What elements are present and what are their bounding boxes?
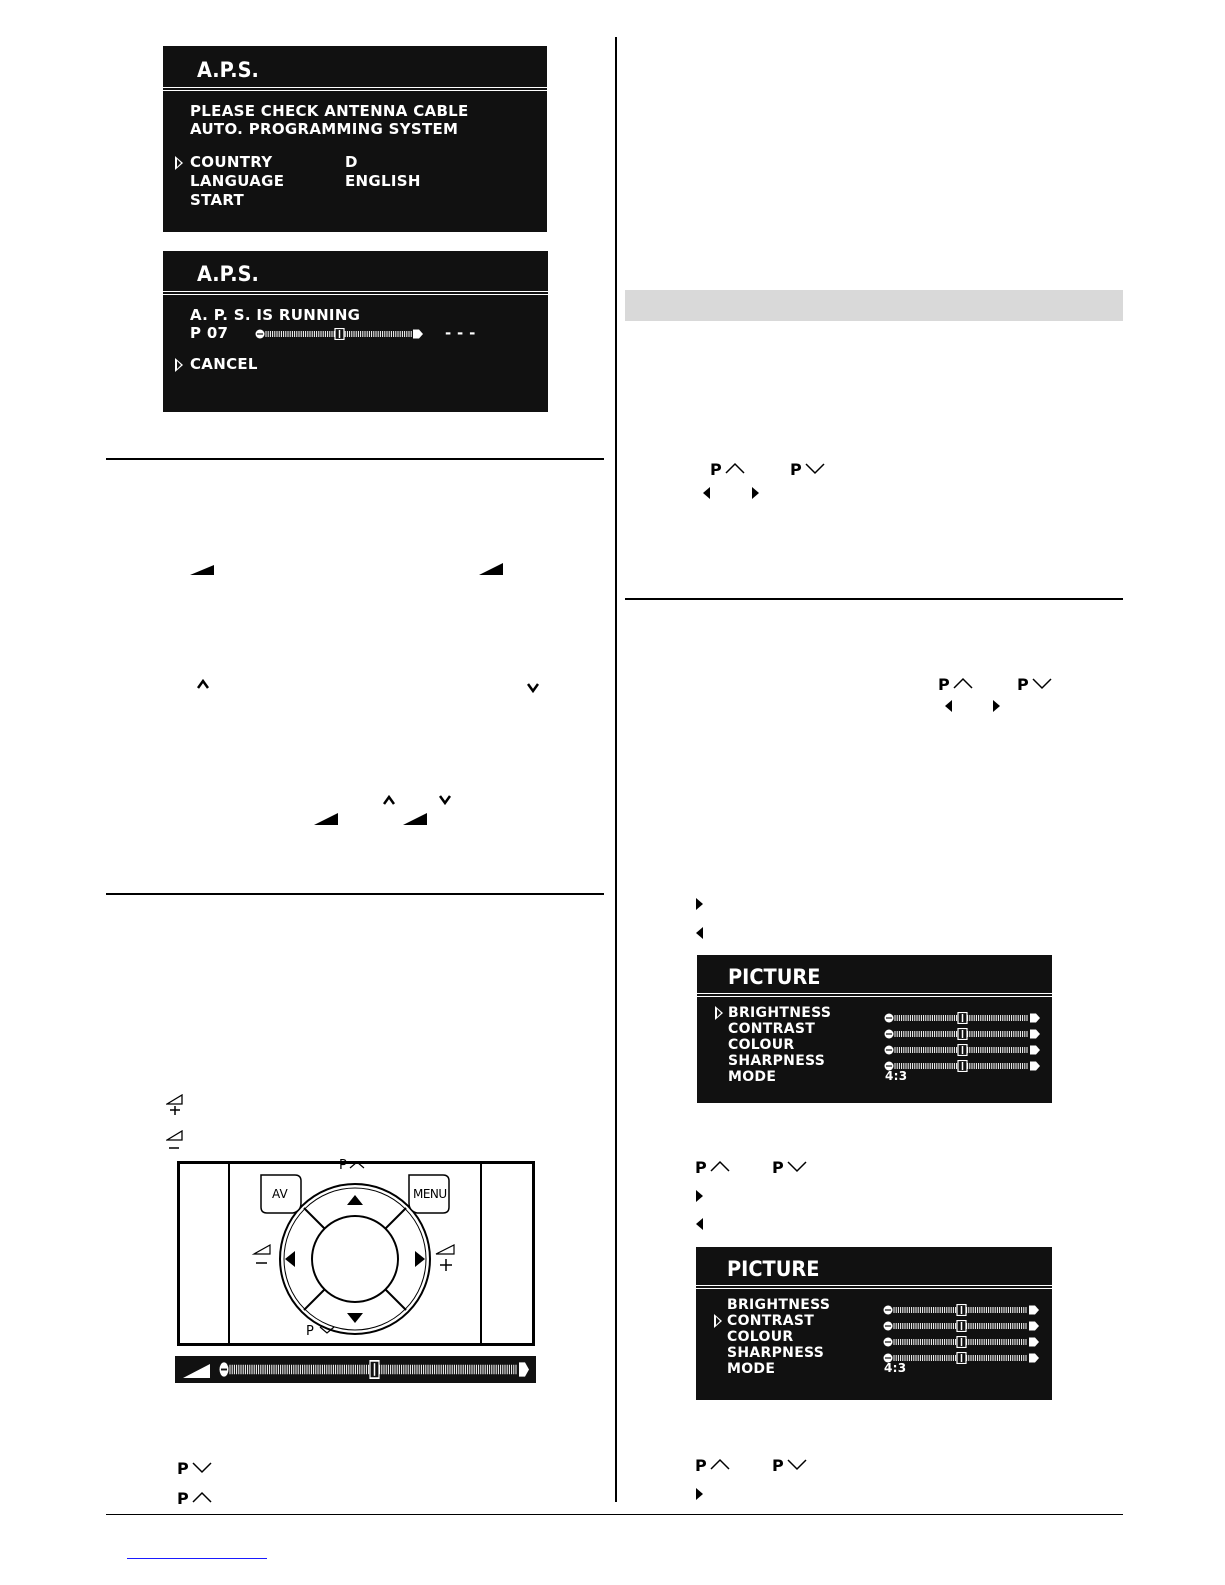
- p-letter: P: [695, 1456, 707, 1475]
- volume-down-icon: [166, 1130, 184, 1152]
- volume-icon: [314, 813, 338, 825]
- picture-menu-screen: [697, 955, 1052, 1103]
- p-letter: P: [772, 1456, 784, 1475]
- p-down-symbol: [1017, 676, 1029, 694]
- picture-menu-item-contrast[interactable]: CONTRAST: [727, 1313, 815, 1329]
- p-up-symbol: [710, 461, 722, 479]
- footer-rule: [106, 1514, 1123, 1515]
- title-divider: [696, 1285, 1052, 1286]
- aps-menu-screen: [163, 46, 547, 232]
- title-divider: [163, 291, 548, 292]
- title-divider: [696, 1288, 1052, 1289]
- chevron-up-icon: [197, 679, 209, 689]
- slider-graphic: [884, 1044, 1040, 1056]
- column-separator: [615, 37, 617, 1502]
- volume-icon: [479, 563, 503, 575]
- p-letter: P: [695, 1158, 707, 1177]
- menu-item-language[interactable]: LANGUAGE: [190, 172, 285, 190]
- picture-menu-title: PICTURE: [728, 965, 821, 989]
- aps-programming-text: AUTO. PROGRAMMING SYSTEM: [190, 120, 459, 138]
- title-divider: [163, 87, 547, 88]
- p-up-symbol: [695, 1159, 707, 1177]
- p-letter: P: [1017, 675, 1029, 694]
- right-arrow-icon: [696, 1488, 703, 1500]
- section-rule: [625, 598, 1123, 600]
- aps-check-antenna-text: PLEASE CHECK ANTENNA CABLE: [190, 102, 469, 120]
- chevron-up-icon: [710, 1458, 730, 1470]
- title-divider: [697, 993, 1052, 994]
- picture-menu-item-brightness[interactable]: BRIGHTNESS: [727, 1297, 831, 1313]
- aps-running-screen: [163, 251, 548, 412]
- chevron-down-icon: [805, 463, 825, 475]
- volume-up-icon: [166, 1094, 184, 1116]
- p-up-symbol: [695, 1457, 707, 1475]
- selection-pointer-icon: [713, 1313, 723, 1329]
- chevron-up-icon: [383, 795, 395, 805]
- picture-menu-title: PICTURE: [727, 1257, 820, 1281]
- menu-value-country: D: [345, 153, 358, 171]
- right-arrow-icon: [696, 898, 703, 910]
- aps-running-text: A. P. S. IS RUNNING: [190, 306, 361, 324]
- selection-pointer-icon: [174, 155, 184, 171]
- aps-running-title: A.P.S.: [197, 262, 259, 286]
- chevron-up-icon: [725, 462, 745, 474]
- chevron-down-icon: [787, 1459, 807, 1471]
- menu-button[interactable]: MENU: [413, 1187, 447, 1201]
- p-down-symbol: [790, 461, 802, 479]
- picture-menu-item-mode[interactable]: MODE: [727, 1361, 776, 1377]
- av-button[interactable]: AV: [272, 1187, 288, 1201]
- chevron-down-icon: [527, 683, 539, 693]
- right-arrow-icon: [993, 700, 1000, 712]
- right-arrow-icon: [752, 487, 759, 499]
- picture-menu-item-brightness[interactable]: BRIGHTNESS: [728, 1005, 832, 1021]
- p-letter: P: [710, 460, 722, 479]
- p-letter: P: [177, 1489, 189, 1508]
- front-panel-diagram: [177, 1158, 535, 1346]
- progress-slider-graphic: [255, 328, 423, 340]
- left-arrow-icon: [945, 700, 952, 712]
- title-divider: [163, 294, 548, 295]
- footer-link-underline[interactable]: [127, 1558, 267, 1559]
- menu-item-country[interactable]: COUNTRY: [190, 153, 273, 171]
- section-rule: [106, 458, 604, 460]
- picture-menu-item-colour[interactable]: COLOUR: [728, 1037, 795, 1053]
- front-panel-outline: [177, 1161, 535, 1346]
- chevron-up-icon: [710, 1160, 730, 1172]
- picture-menu-value-mode: 4:3: [885, 1069, 908, 1083]
- p-letter: P: [938, 675, 950, 694]
- chevron-down-icon: [192, 1462, 212, 1474]
- aps-progress-value: - - -: [445, 324, 476, 342]
- picture-menu-item-mode[interactable]: MODE: [728, 1069, 777, 1085]
- volume-icon: [183, 1364, 210, 1378]
- p-up-symbol: [177, 1490, 189, 1508]
- right-arrow-icon: [696, 1190, 703, 1202]
- picture-menu-item-sharpness[interactable]: SHARPNESS: [727, 1345, 825, 1361]
- p-up-symbol: [938, 676, 950, 694]
- p-letter: P: [177, 1459, 189, 1478]
- left-arrow-icon: [703, 487, 710, 499]
- slider-graphic: [884, 1028, 1040, 1040]
- volume-bar-graphic: [175, 1356, 536, 1383]
- program-up-button[interactable]: P: [339, 1158, 347, 1173]
- volume-icon: [403, 813, 427, 825]
- left-arrow-icon: [696, 927, 703, 939]
- p-letter: P: [772, 1158, 784, 1177]
- menu-value-language: ENGLISH: [345, 172, 421, 190]
- cancel-button[interactable]: CANCEL: [190, 355, 258, 373]
- left-arrow-icon: [696, 1218, 703, 1230]
- p-down-symbol: [772, 1159, 784, 1177]
- selection-pointer-icon: [174, 357, 184, 373]
- slider-graphic: [883, 1336, 1039, 1348]
- volume-level-bar: [175, 1356, 536, 1383]
- picture-menu-item-colour[interactable]: COLOUR: [727, 1329, 794, 1345]
- program-down-button[interactable]: P: [306, 1324, 314, 1339]
- picture-menu-screen: [696, 1247, 1052, 1400]
- section-rule: [106, 893, 604, 895]
- chevron-down-icon: [1032, 678, 1052, 690]
- aps-program-number: P 07: [190, 324, 229, 342]
- slider-graphic: [883, 1320, 1039, 1332]
- aps-menu-title: A.P.S.: [197, 58, 259, 82]
- p-down-symbol: [177, 1460, 189, 1478]
- picture-menu-value-mode: 4:3: [884, 1361, 907, 1375]
- aps-progress-bar: [255, 328, 423, 340]
- picture-menu-item-sharpness[interactable]: SHARPNESS: [728, 1053, 826, 1069]
- slider-graphic: [884, 1012, 1040, 1024]
- p-down-symbol: [772, 1457, 784, 1475]
- picture-menu-item-contrast[interactable]: CONTRAST: [728, 1021, 816, 1037]
- chevron-up-icon: [953, 677, 973, 689]
- menu-item-start[interactable]: START: [190, 191, 245, 209]
- title-divider: [163, 90, 547, 91]
- section-header-bar: [625, 290, 1123, 321]
- chevron-down-icon: [787, 1161, 807, 1173]
- chevron-up-icon: [192, 1491, 212, 1503]
- selection-pointer-icon: [714, 1005, 724, 1021]
- slider-graphic: [883, 1304, 1039, 1316]
- volume-slider-graphic: [220, 1361, 530, 1378]
- volume-icon: [190, 565, 214, 575]
- p-letter: P: [790, 460, 802, 479]
- title-divider: [697, 996, 1052, 997]
- chevron-down-icon: [439, 795, 451, 805]
